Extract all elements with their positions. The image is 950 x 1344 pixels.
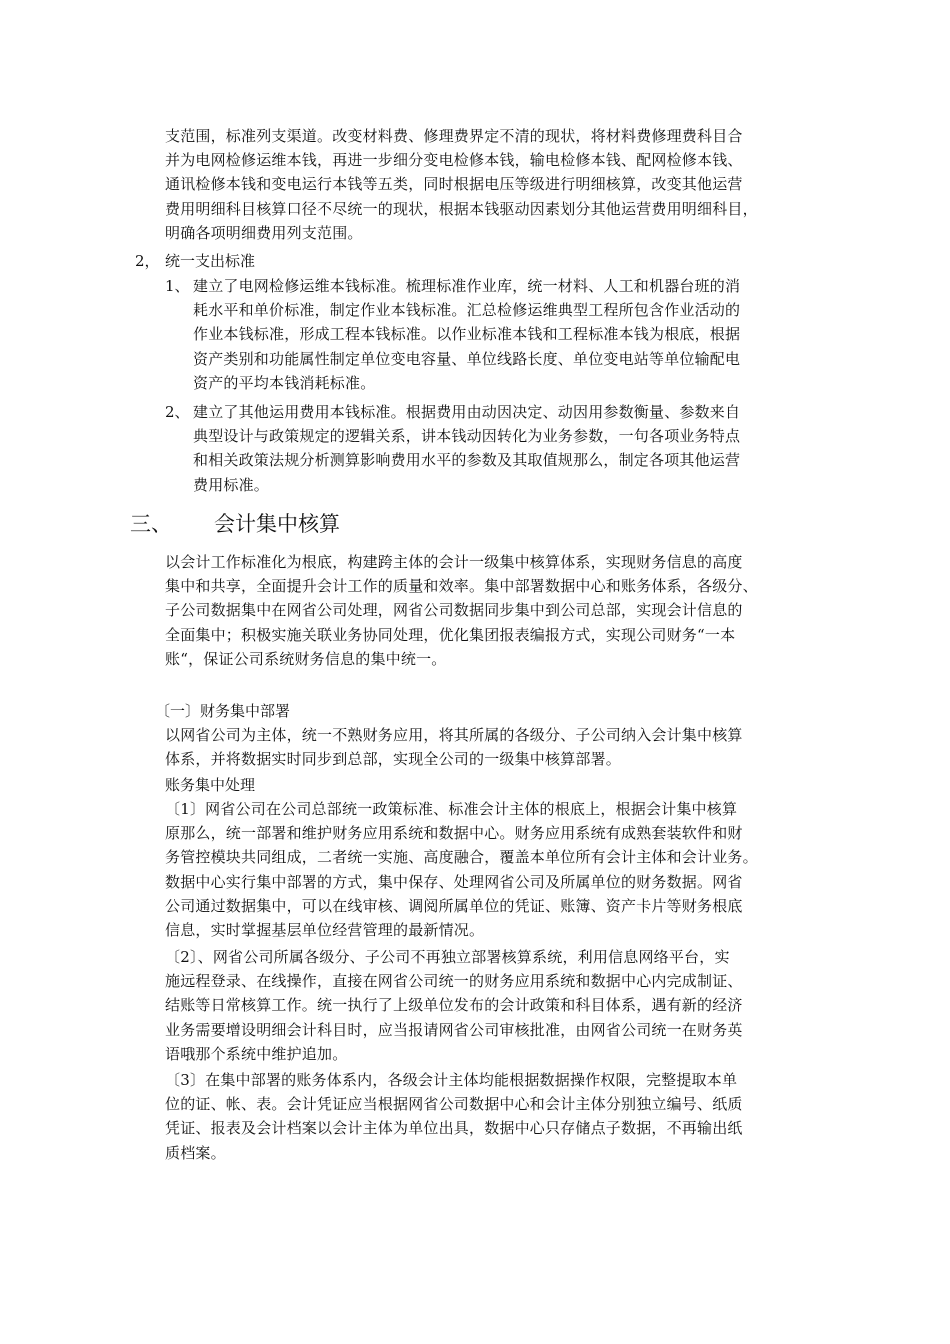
list-item-text — [193, 274, 813, 395]
text-line: 子公司数据集中在网省公司处理，网省公司数据同步集中到公司总部，实现会计信息的 — [165, 601, 743, 620]
subsection-2-title: 账务集中处理 — [165, 776, 256, 794]
text-line: 费用标准。 — [193, 475, 270, 494]
text-line: 典型设计与政策规定的逻辑关系，讲本钱动因转化为业务参数，一句各项业务特点 — [193, 427, 741, 446]
text-line: 务管控模块共同组成，二者统一实施、高度融合，覆盖本单位所有会计主体和会计业务。 — [165, 848, 758, 867]
text-line: 语哦那个系统中维护追加。 — [165, 1044, 348, 1063]
text-line: 明确各项明细费用列支范围。 — [165, 223, 363, 242]
text-line: 质档案。 — [165, 1143, 226, 1162]
text-line: 资产的平均本钱消耗标准。 — [193, 373, 376, 392]
text-line: 凭证、报表及会计档案以会计主体为单位出具，数据中心只存储点子数据，不再输出纸 — [165, 1119, 743, 1138]
section-2-title: 统一支出标准 — [165, 252, 256, 270]
text-line: 通讯检修本钱和变电运行本钱等五类，同时根据电压等级进行明细核算，改变其他运营 — [165, 175, 743, 194]
text-line: 账“，保证公司系统财务信息的集中统一。 — [165, 649, 447, 668]
list-item-text — [193, 400, 813, 497]
section-3-number: 三、 — [130, 512, 172, 536]
text-line: 以会计工作标准化为根底，构建跨主体的会计一级集中核算体系，实现财务信息的高度 — [165, 553, 743, 571]
text-line: 以网省公司为主体，统一不熟财务应用，将其所属的各级分、子公司纳入会计集中核算 — [165, 726, 743, 744]
text-line: 〔1〕网省公司在公司总部统一政策标准、标准会计主体的根底上，根据会计集中核算 — [165, 800, 738, 818]
subsection-1-title: 〔一〕财务集中部署 — [155, 702, 291, 720]
section-3-intro — [165, 550, 825, 671]
text-line: 全面集中；积极实施关联业务协同处理，优化集团报表编报方式，实现公司财务“一本 — [165, 625, 736, 644]
paragraph-1 — [165, 797, 825, 942]
text-line: 体系，并将数据实时同步到总部，实现全公司的一级集中核算部署。 — [165, 750, 622, 769]
paragraph-3 — [165, 1068, 825, 1165]
text-line: 信息，实时掌握基层单位经营管理的最新情况。 — [165, 921, 485, 940]
section-2-number: 2， — [135, 252, 160, 270]
text-line: 集中和共享，全面提升会计工作的质量和效率。集中部署数据中心和账务体系，各级分、 — [165, 577, 758, 596]
text-line: 支范围，标准列支渠道。改变材料费、修理费界定不清的现状，将材料费修理费科目合 — [165, 127, 743, 145]
text-line: 建立了其他运用费用本钱标准。根据费用由动因决定、动因用参数衡量、参数来自 — [193, 403, 741, 421]
section-3-title: 会计集中核算 — [214, 512, 340, 536]
text-line: 位的证、帐、表。会计凭证应当根据网省公司数据中心和会计主体分别独立编号、纸质 — [165, 1095, 743, 1114]
list-item-marker: 2、 — [165, 403, 190, 421]
text-line: 和相关政策法规分析测算影响费用水平的参数及其取值规那么，制定各项其他运营 — [193, 451, 741, 470]
text-line: 资产类别和功能属性制定单位变电容量、单位线路长度、单位变电站等单位输配电 — [193, 349, 741, 368]
text-line: 原那么，统一部署和维护财务应用系统和数据中心。财务应用系统有成熟套装软件和财 — [165, 824, 743, 843]
text-line: 数据中心实行集中部署的方式，集中保存、处理网省公司及所属单位的财务数据。网省 — [165, 872, 743, 891]
text-line: 并为电网检修运维本钱，再进一步细分变电检修本钱，输电检修本钱、配网检修本钱、 — [165, 151, 743, 170]
text-line: 业务需要增设明细会计科目时，应当报请网省公司审核批准，由网省公司统一在财务英 — [165, 1020, 743, 1039]
list-item-marker: 1、 — [165, 277, 190, 295]
text-line: 〔3〕在集中部署的账务体系内，各级会计主体均能根据数据操作权限，完整提取本单 — [165, 1071, 738, 1089]
text-line: 〔2〕、网省公司所属各级分、子公司不再独立部署核算系统，利用信息网络平台，实 — [165, 948, 730, 966]
continuation-paragraph — [165, 124, 820, 245]
paragraph-2 — [165, 945, 825, 1066]
subsection-1-body — [165, 723, 825, 771]
text-line: 作业本钱标准，形成工程本钱标准。以作业标准本钱和工程标准本钱为根底，根据 — [193, 325, 741, 344]
text-line: 结账等日常核算工作。统一执行了上级单位发布的会计政策和科目体系，遇有新的经济 — [165, 996, 743, 1015]
text-line: 施远程登录、在线操作，直接在网省公司统一的财务应用系统和数据中心内完成制证、 — [165, 972, 743, 991]
text-line: 费用明细科目核算口径不尽统一的现状，根据本钱驱动因素划分其他运营费用明细科目， — [165, 199, 758, 218]
text-line: 耗水平和单价标准，制定作业本钱标准。汇总检修运维典型工程所包含作业活动的 — [193, 301, 741, 320]
text-line: 公司通过数据集中，可以在线审核、调阅所属单位的凭证、账簿、资产卡片等财务根底 — [165, 896, 743, 915]
text-line: 建立了电网检修运维本钱标准。梳理标准作业库，统一材料、人工和机器台班的消 — [193, 277, 741, 295]
